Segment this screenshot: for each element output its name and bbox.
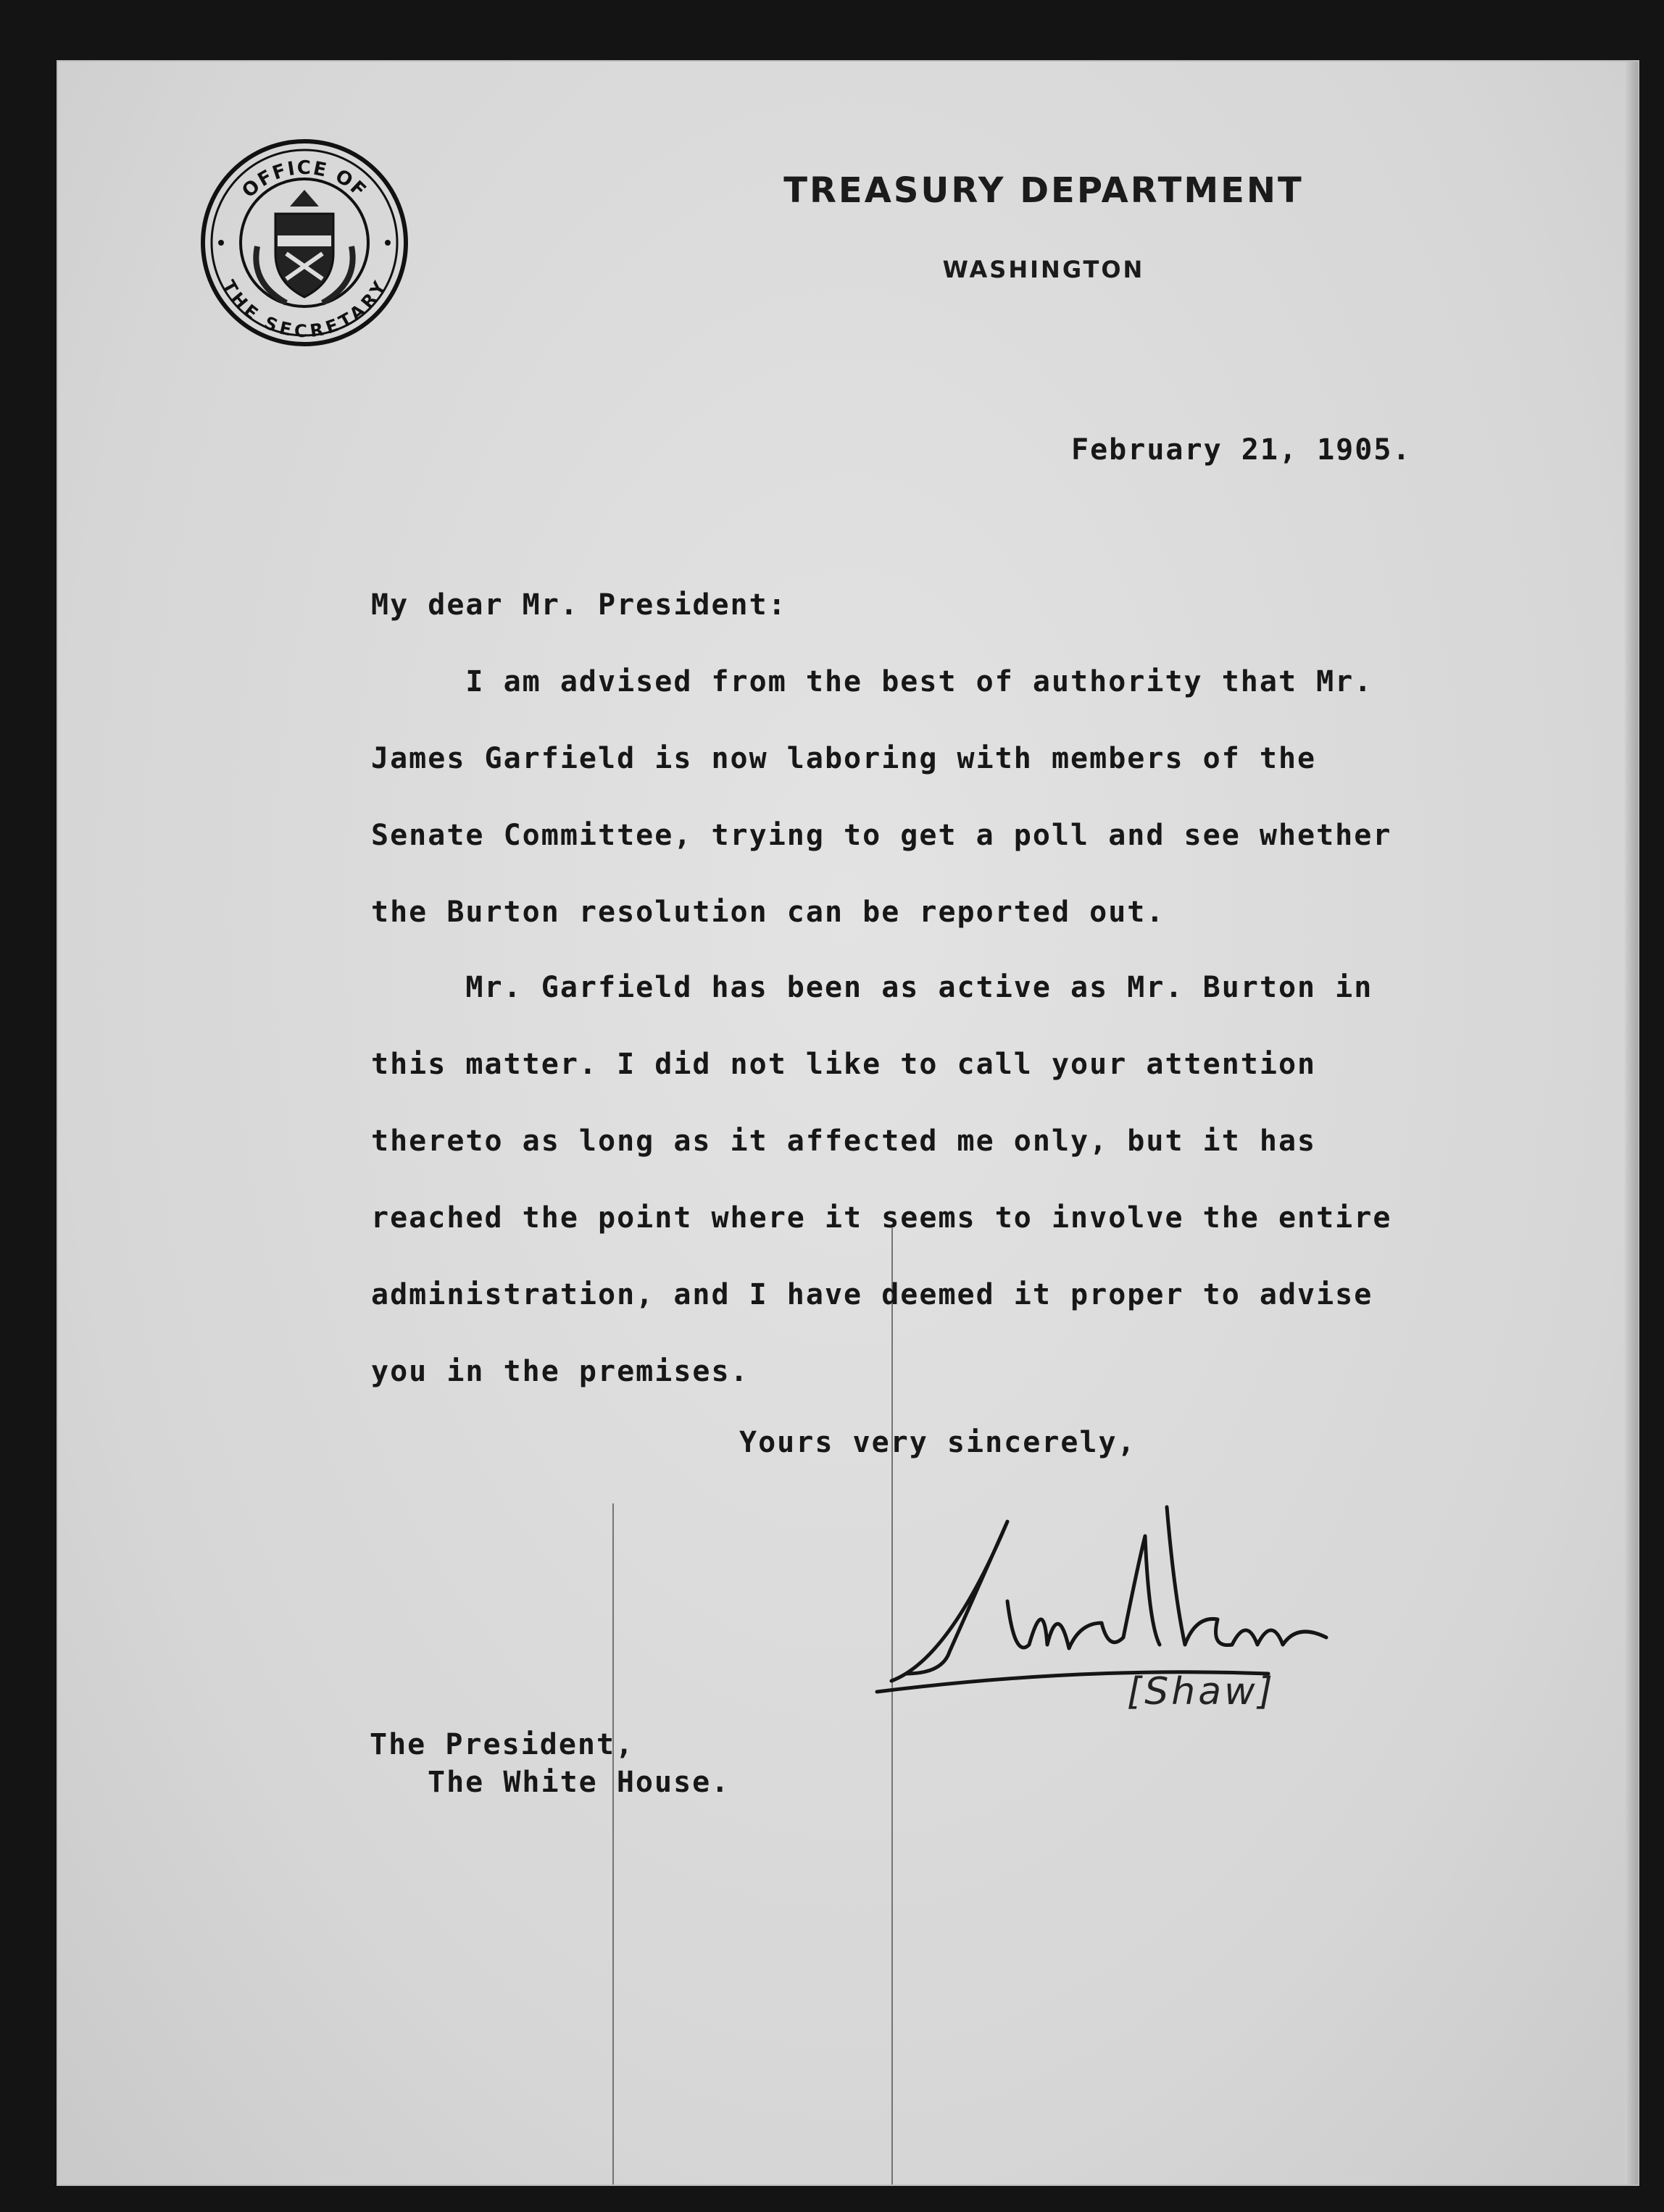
closing: Yours very sincerely, [739, 1426, 1136, 1459]
paragraph-line: reached the point where it seems to involve the entire [371, 1201, 1392, 1235]
fold-line [612, 1503, 614, 2184]
paragraph-line: Mr. Garfield has been as active as Mr. Burton in [371, 971, 1373, 1004]
department-title: TREASURY DEPARTMENT [783, 170, 1304, 211]
paragraph-line: you in the premises. [371, 1355, 749, 1388]
paragraph-line: this matter. I did not like to call your attention [371, 1048, 1317, 1081]
address-line-1: The President, [370, 1728, 635, 1761]
letter-date: February 21, 1905. [1071, 433, 1412, 467]
page-edge [1625, 62, 1638, 2184]
address-line-2: The White House. [428, 1766, 731, 1799]
paragraph-line: James Garfield is now laboring with members of the [371, 742, 1317, 775]
paragraph-line: thereto as long as it affected me only, but it has [371, 1124, 1317, 1158]
letter-page [58, 62, 1638, 2184]
seal-text-top: OFFICE OF [238, 156, 371, 203]
paragraph-line: the Burton resolution can be reported out. [371, 896, 1165, 929]
treasury-seal-icon [199, 138, 409, 348]
department-city: WASHINGTON [942, 256, 1145, 283]
salutation: My dear Mr. President: [371, 588, 787, 622]
letterhead [754, 170, 1334, 283]
signature-icon [862, 1478, 1363, 1717]
paragraph-line: Senate Committee, trying to get a poll and see whether [371, 819, 1392, 852]
signature-label: [Shaw] [1127, 1670, 1276, 1714]
paragraph-line: I am advised from the best of authority that Mr. [371, 665, 1373, 698]
seal-text-bottom: THE SECRETARY [218, 277, 391, 342]
paragraph-line: administration, and I have deemed it proper to advise [371, 1278, 1373, 1311]
